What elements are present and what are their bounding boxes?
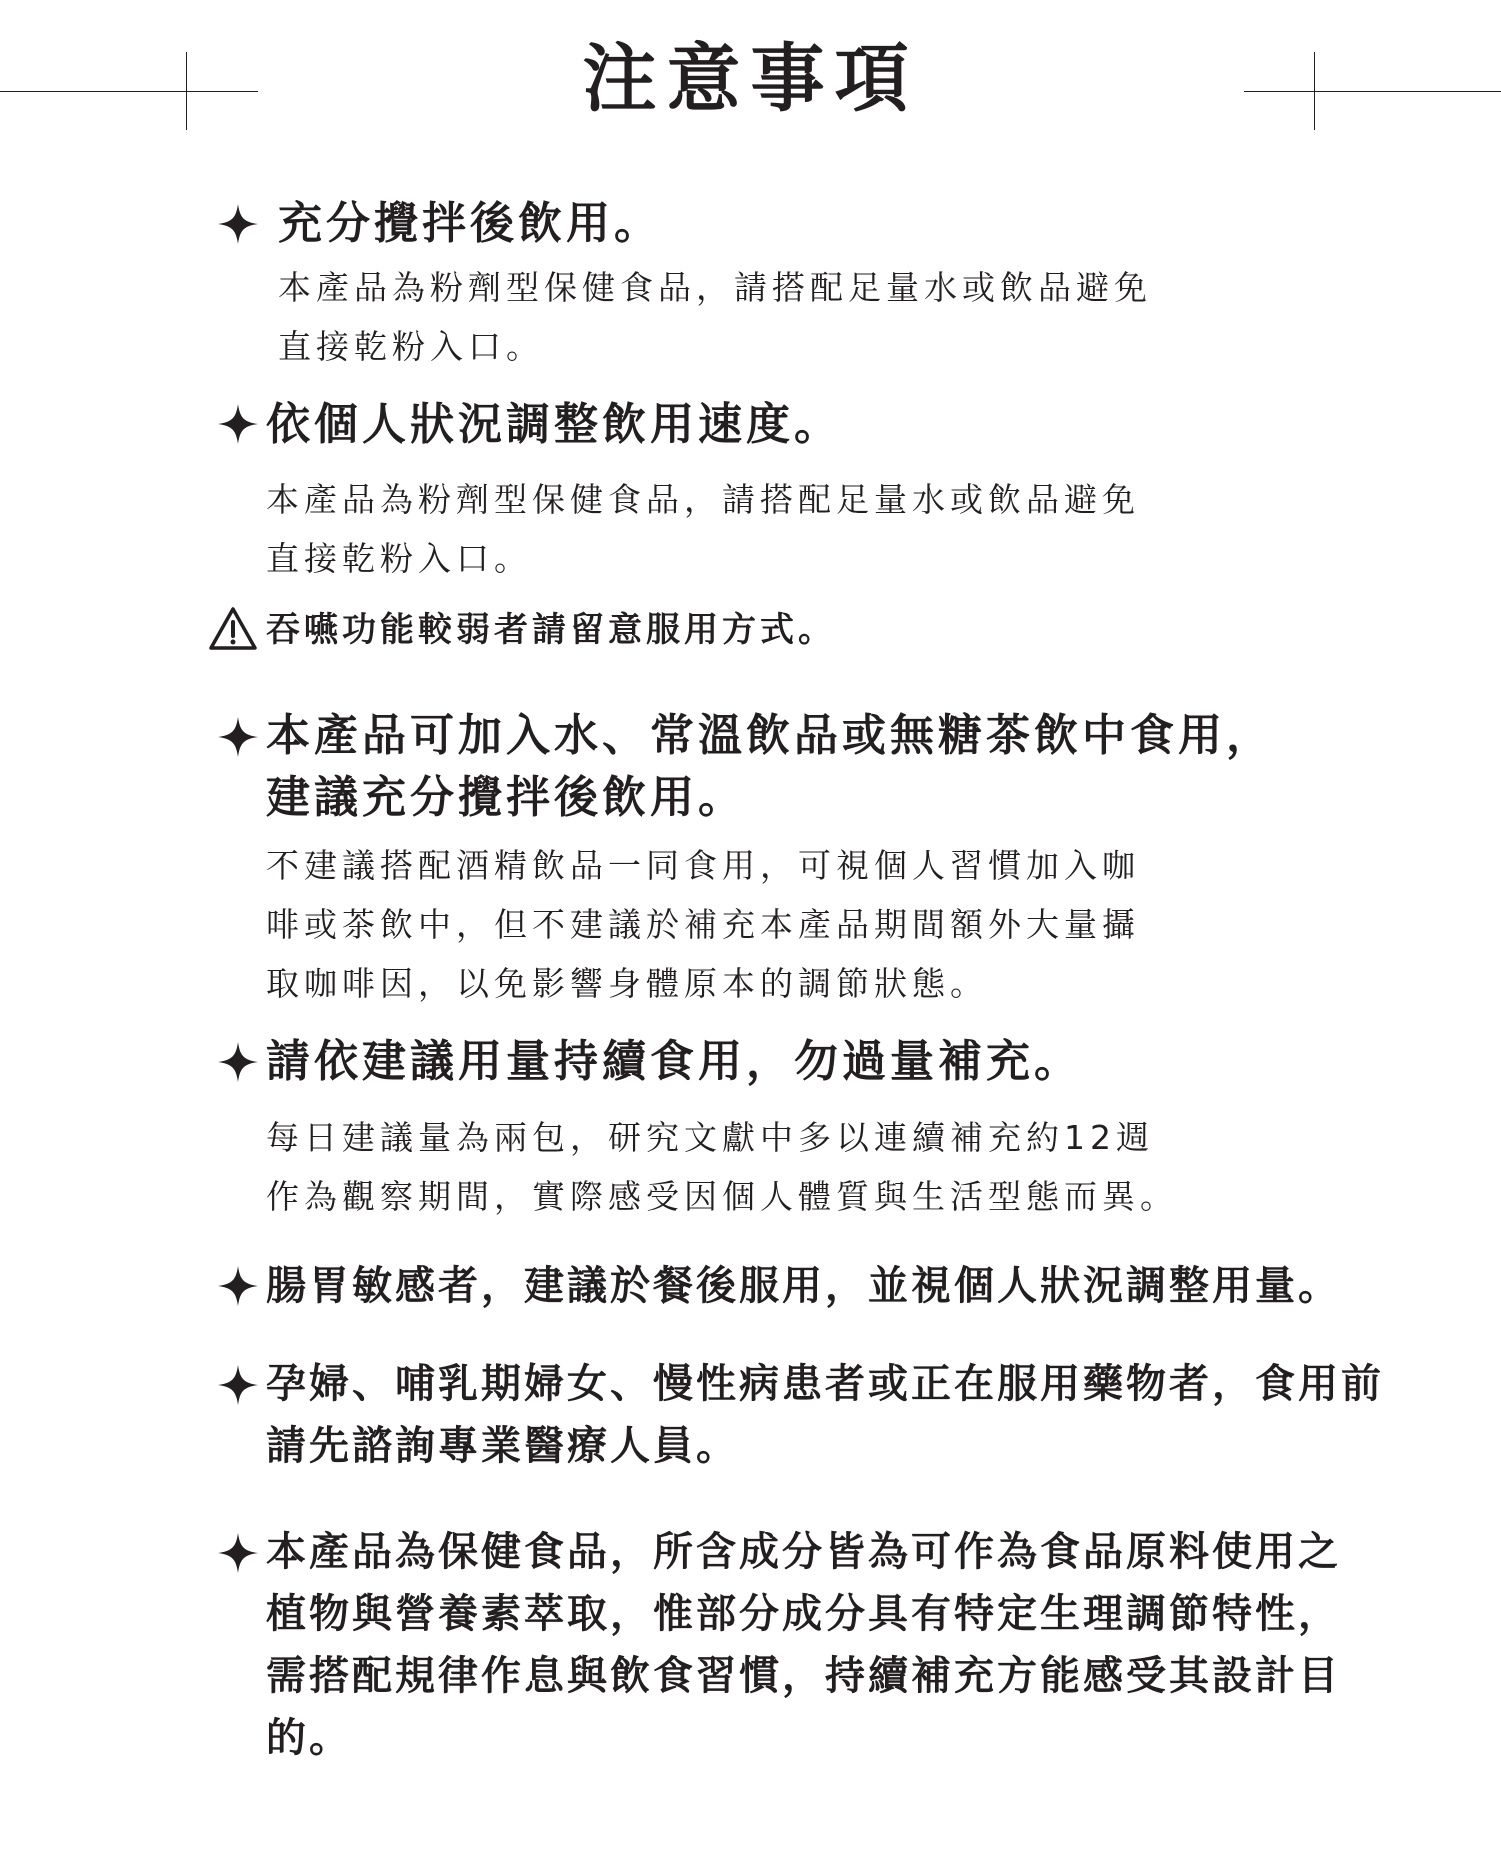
caution-text: 吞嚥功能較弱者請留意服用方式。 — [266, 610, 836, 650]
section-heading: 依個人狀況調整飲用速度。 — [266, 399, 842, 450]
section-body: 不建議搭配酒精飲品一同食用，可視個人習慣加入咖 啡或茶飲中，但不建議於補充本產品期間額外大量攝 取咖啡因，以免影響身體原本的調節狀態。 — [266, 846, 1140, 1003]
four-point-star-icon — [218, 204, 258, 244]
section-body: 本產品為粉劑型保健食品，請搭配足量水或飲品避免 直接乾粉入口。 — [266, 480, 1140, 578]
four-point-star-icon — [218, 1266, 258, 1306]
four-point-star-icon — [218, 717, 258, 757]
page-title: 注意事項 — [582, 36, 919, 122]
section-heading: 本產品可加入水、常溫飲品或無糖茶飲中食用， 建議充分攪拌後飲用。 — [266, 710, 1274, 823]
four-point-star-icon — [218, 1533, 258, 1573]
section-body: 每日建議量為兩包，研究文獻中多以連續補充約12週 作為觀察期間，實際感受因個人體質與生活型態而異。 — [266, 1118, 1178, 1216]
section-body: 本產品為粉劑型保健食品，請搭配足量水或飲品避免 直接乾粉入口。 — [278, 268, 1152, 366]
section-heading: 本產品為保健食品，所含成分皆為可作為食品原料使用之 植物與營養素萃取，惟部分成分具有特定生理調節特性， 需搭配規律作息與飲食習慣，持續補充方能感受其設計目 的。 — [266, 1529, 1341, 1761]
section-heading: 請依建議用量持續食用，勿過量補充。 — [266, 1036, 1082, 1087]
section-heading: 充分攪拌後飲用。 — [278, 198, 662, 249]
warning-triangle-icon — [208, 606, 258, 652]
section-heading: 孕婦、哺乳期婦女、慢性病患者或正在服用藥物者，食用前 請先諮詢專業醫療人員。 — [266, 1361, 1384, 1469]
four-point-star-icon — [218, 404, 258, 444]
four-point-star-icon — [218, 1365, 258, 1405]
four-point-star-icon — [218, 1042, 258, 1082]
section-heading: 腸胃敏感者，建議於餐後服用，並視個人狀況調整用量。 — [266, 1263, 1341, 1309]
